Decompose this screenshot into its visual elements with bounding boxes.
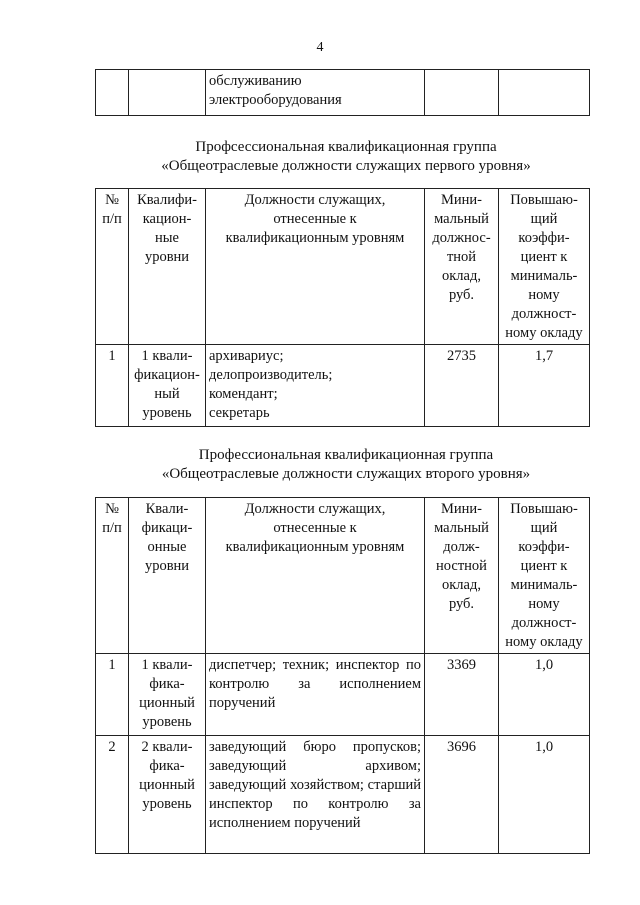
header-positions: Должности служащих, отнесенные к квалификационным уровням [206, 498, 425, 654]
table-row [96, 736, 590, 854]
table-row [96, 654, 590, 736]
group-title-line: «Общеотраслевые должности служащих первого уровня» [161, 158, 531, 174]
cell-level: 1 квали- фика- ционный уровень [129, 654, 206, 736]
cell-salary: 3369 [425, 654, 499, 736]
cell-level: 2 квали- фика- ционный уровень [129, 736, 206, 854]
header-level: Квалифи- кацион- ные уровни [129, 189, 206, 345]
header-positions: Должности служащих, отнесенные к квалификационным уровням [206, 189, 425, 345]
cell-salary: 3696 [425, 736, 499, 854]
table-row [96, 70, 590, 116]
cell-salary [425, 70, 499, 116]
header-level: Квали- фикаци- онные уровни [129, 498, 206, 654]
qualification-table-1 [95, 188, 590, 427]
table-row [96, 345, 590, 427]
cell-positions: обслуживанию электрооборудования [206, 70, 425, 116]
header-salary: Мини- мальный должнос- тной оклад, руб. [425, 189, 499, 345]
cell-salary: 2735 [425, 345, 499, 427]
group-title [95, 446, 597, 484]
table-header-row [96, 498, 590, 654]
cell-coef: 1,0 [499, 736, 590, 854]
group-title-line: «Общеотраслевые должности служащих второго уровня» [161, 466, 531, 482]
cell-num: 1 [96, 345, 129, 427]
header-coef: Повышаю- щий коэффи- циент к минималь- ному должност- ному окладу [499, 189, 590, 345]
cell-positions: диспетчер; техник; инспектор по контролю за исполнением поручений [206, 654, 425, 736]
cell-positions: заведующий бюро пропусков; заведующий архивом; заведующий хозяйством; старший инспектор по контролю за исполнением поручений [206, 736, 425, 854]
group-title-line: Профессиональная квалификационная группа [198, 447, 494, 463]
header-num: № п/п [96, 189, 129, 345]
table-header-row [96, 189, 590, 345]
header-salary: Мини- мальный долж- ностной оклад, руб. [425, 498, 499, 654]
header-num: № п/п [96, 498, 129, 654]
cell-num: 2 [96, 736, 129, 854]
qualification-table-2 [95, 497, 590, 854]
group-title [95, 138, 597, 176]
cell-level: 1 квали- фикацион- ный уровень [129, 345, 206, 427]
cell-coef [499, 70, 590, 116]
cell-num: 1 [96, 654, 129, 736]
cell-num [96, 70, 129, 116]
group-title-line: Профсессиональная квалификационная группа [195, 139, 497, 155]
page-number: 4 [316, 40, 324, 55]
cell-coef: 1,7 [499, 345, 590, 427]
cell-coef: 1,0 [499, 654, 590, 736]
cell-positions: архивариус; делопроизводитель; комендант; секретарь [206, 345, 425, 427]
continuation-table [95, 69, 590, 116]
cell-level [129, 70, 206, 116]
header-coef: Повышаю- щий коэффи- циент к минималь- ному должност- ному окладу [499, 498, 590, 654]
